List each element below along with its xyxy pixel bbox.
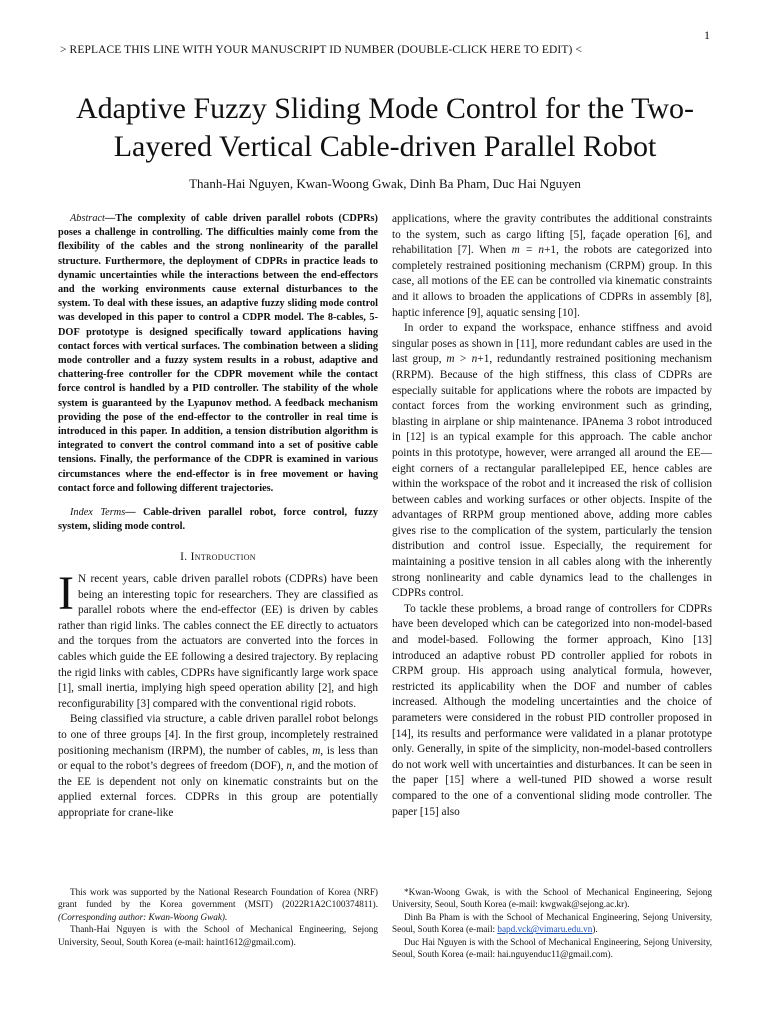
- r2-equation: m > n: [446, 353, 478, 366]
- right-paragraph-3: To tackle these problems, a broad range of controllers for CDPRs have been developed which can be categorized into non-model-based and model-based. Following the former approach, Kino [13] introduced an adaptive robust PD controller applied for robots in CRPM group. His approach using analytical formula, however, restricted its applicability when the DOF and number of cables increased. Although the modeling uncertainties and the choice of parameters were considered in the robust PID controller proposed in [14], its results and performance were validated in a planar prototype only. Generally, in spite of the simplicity, non-model-based controllers do not work well with uncertainties and disturbances. It can be seen in the paper [15] where a well-tuned PID showed a worse result compared to the one of a conventional sliding mode controller. The paper [15] also: [392, 602, 712, 818]
- title-line-2: Layered Vertical Cable-driven Parallel Robot: [113, 130, 657, 163]
- paper-title: [40, 90, 730, 166]
- right-paragraph-1: [392, 212, 712, 321]
- footnote-funding: [58, 886, 378, 923]
- r2-text-b: +1, redundantly restrained positioning mechanism (RRPM). Because of the high stiffness, this class of CDPRs are especially suitable for applications where the robots are impacted by contact forces from the working environment such as grinding, blasting in airplane or ship maintenance. IPAnema 3 robot introduced in [12] is an typical example for this approach. The cable anchor points in this prototype, however, were arranged all around the EE—eight corners of a rectangular parallelepiped EE, hence cables are within the workspace of the robot and it increased the risk of collision between cables and working surfaces or other objects. Inspite of the advantages of RRPM group mentioned above, adding more cables gives rise to the complication of the system, particularly the tension distribution and control issue. Especially, the requirement for maintaining a positive tension in all cables along with the inherently strong nonlinearity and cable dynamics lead to the challenges in CDPRs control.: [392, 353, 712, 600]
- footnote-author-4: Duc Hai Nguyen is with the School of Mechanical Engineering, Sejong University, Seoul, South Korea (e-mail: hai.nguyenduc11@gmail.com).: [392, 936, 712, 960]
- section-heading-introduction: [58, 550, 378, 566]
- footnote-author-2: *Kwan-Woong Gwak, is with the School of Mechanical Engineering, Sejong University, Seoul, South Korea (e-mail: kwgwak@sejong.ac.kr).: [392, 887, 712, 910]
- page-number: 1: [704, 28, 710, 42]
- intro-paragraph-2: [58, 712, 378, 821]
- p2-text-c: , and the motion of the EE is dependent not only on kinematic constraints but on the applied external forces. CDPRs in this group are potentially appropriate for crane-like: [58, 760, 378, 819]
- manuscript-id-header[interactable]: > REPLACE THIS LINE WITH YOUR MANUSCRIPT ID NUMBER (DOUBLE-CLICK HERE TO EDIT) <: [60, 44, 582, 56]
- footnote-author-3: [392, 911, 712, 936]
- section-title: Introduction: [190, 551, 256, 564]
- footnotes-left: [58, 886, 378, 948]
- author-list: Thanh-Hai Nguyen, Kwan-Woong Gwak, Dinh Ba Pham, Duc Hai Nguyen: [189, 176, 581, 191]
- p2-text-a: Being classified via structure, a cable driven parallel robot belongs to one of three groups [4]. In the first group, incompletely restrained positioning mechanism (IRPM), the number of cables,: [58, 713, 378, 757]
- section-number: I.: [180, 551, 191, 564]
- p2-text-b: , is less than or equal to the robot’s degrees of freedom (DOF),: [58, 744, 378, 773]
- drop-cap: I: [58, 567, 74, 621]
- footnotes-right: [392, 886, 712, 960]
- footnote-author-3-close: ).: [592, 924, 598, 935]
- right-column: [392, 212, 712, 820]
- var-n: n: [286, 760, 293, 773]
- r1-text-b: +1, the robots are categorized into completely restrained positioning mechanism (CRPM) group. In this case, all motions of the EE can be controlled via kinematic constraints and it allows to broaden the applications of CDPRs in assembly [8], haptic inference [9], aquatic sensing [10].: [392, 244, 712, 319]
- right-paragraph-2: [392, 321, 712, 602]
- abstract: [58, 212, 378, 496]
- intro-paragraph-1: [58, 567, 378, 712]
- r1-text-a: applications, where the gravity contributes the additional constraints to the system, such as cargo lifting [5], façade operation [6], and rehabilitation [7]. When: [392, 213, 712, 257]
- footnote-author-1: Thanh-Hai Nguyen is with the School of Mechanical Engineering, Sejong University, Seoul, South Korea (e-mail: haint1612@gmail.com).: [58, 924, 378, 947]
- abstract-text: —The complexity of cable driven parallel robots (CDPRs) poses a challenge in controlling. The difficulties mainly come from the flexibility of the cables and the strong nonlinearity of the parallel structure. Furthermore, the deployment of CDPRs in practice leads to dynamic uncertainties while the interactions between the end-effectors and the working environments cause external disturbances to the system. To deal with these issues, an adaptive fuzzy sliding mode control was developed in this paper to control a CDPR model. The 8-cables, 5-DOF prototype is designed specifically toward applications having contact forces with vertical surfaces. The combination between a sliding mode controller and a fuzzy system results in a robust, adaptive and chattering-free controller for the CDPR movement while the contact force control is handled by a PID controller. The stability of the whole system is guaranteed by the Lyapunov method. A feedback mechanism providing the pose of the end-effector to the controller in real time is introduced in this paper. In addition, a tension distribution algorithm is integrated to convert the control command into a set of positive cable tensions. Finally, the performance of the CDPR is examined in various circumstances where the end-effector is in free movement or having contact force and following different trajectories.: [58, 213, 378, 494]
- var-m: m: [312, 744, 321, 757]
- corresponding-author-note: (Corresponding author: Kwan-Woong Gwak).: [58, 911, 228, 922]
- r1-equation: m = n: [511, 244, 545, 257]
- r2-text-a: In order to expand the workspace, enhance stiffness and avoid singular poses as shown in [11], more redundant cables are used in the last group,: [392, 322, 712, 366]
- title-line-1: Adaptive Fuzzy Sliding Mode Control for the Two-: [75, 92, 695, 125]
- index-terms-text: — Cable-driven parallel robot, force control, fuzzy system, sliding mode control.: [58, 507, 378, 533]
- index-terms: [58, 506, 378, 534]
- abstract-label: Abstract: [70, 213, 105, 224]
- index-terms-label: Index Terms: [70, 507, 126, 519]
- intro-paragraph-1-text: N recent years, cable driven parallel robots (CDPRs) have been being an interesting topic for researchers. They are classified as parallel robots where the end-effector (EE) is driven by cables rather than rigid links. The cables connect the EE directly to actuators and the torques from the actuators are converted into the forces in cables which guide the EE following a desired trajectory. By replacing the rigid links with cables, CDPRs have significantly large work space [1], small inertia, implying high speed operation ability [2], and high reconfigurability [3] compared with the conventional rigid robots.: [58, 573, 378, 710]
- footnote-funding-text: This work was supported by the National Research Foundation of Korea (NRF) grant funded by the Korea government (MSIT) (2022R1A2C100374811).: [58, 887, 378, 910]
- email-link[interactable]: bapd.vck@vimaru.edu.vn: [497, 924, 593, 935]
- left-column: [58, 212, 378, 822]
- footnote-author-3-text: Dinh Ba Pham is with the School of Mechanical Engineering, Sejong University, Seoul, South Korea (e-mail:: [392, 911, 712, 935]
